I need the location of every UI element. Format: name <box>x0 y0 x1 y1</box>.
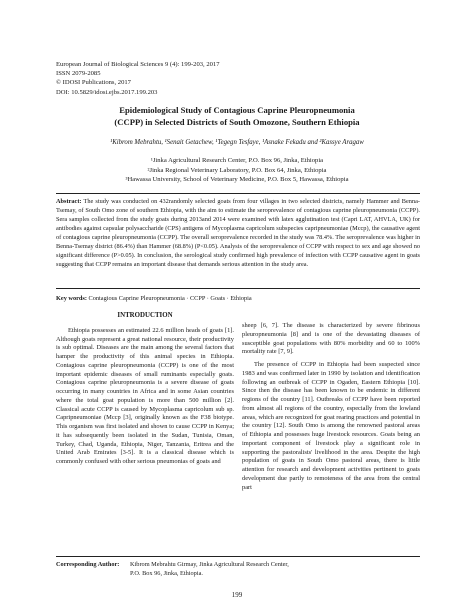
abstract-bottom-rule <box>56 288 420 289</box>
journal-info <box>56 60 220 97</box>
journal-doi[interactable]: DOI: 10.5829/idosi.ejbs.2017.199.203 <box>56 88 158 96</box>
page-number: 199 <box>231 591 243 599</box>
keywords <box>56 294 420 303</box>
author-list: ¹Kibrom Mebrahtu, ¹Senait Getachew, ¹Tegegn Tesfaye, ¹Asnake Fekadu and ²Kassye Aragaw <box>110 139 364 146</box>
keywords-text: Contagious Caprine Pleuropneumonia · CCPP · Goats · Ethiopia <box>88 295 252 302</box>
intro-paragraph-3: The presence of CCPP in Ethiopia had been suspected since 1983 and was confirmed later in 1990 by isolation and identification following an outbreak of CCPP in Ogaden, Eastern Ethiopia [10]. Since then the disease has been known to be endemic in different regions of the country [11]. Outbreaks of CCPP have been reported from almost all regions of the country, especially from the lowland areas, which are recognized for goat rearing practices and potential in the country [12]. South Omo is among the renowned pastoral areas of Ethiopia and possesses huge livestock resources. Goats being an important component of livestock play a significant role in supporting the pastoralists' livelihood in the area. Despite the high population of goats in South Omo pastoral areas, there is little attention for research and development activities pertinent to goats development due partly to remoteness of the area from the central part <box>242 361 420 491</box>
journal-copyright: © IDOSI Publications, 2017 <box>56 79 131 87</box>
abstract <box>56 198 420 270</box>
corresponding-author-details <box>130 561 410 578</box>
affiliations <box>50 156 424 185</box>
left-column <box>56 312 234 471</box>
journal-citation: European Journal of Biological Sciences 9 (4): 199-203, 2017 <box>56 61 220 68</box>
title-line-1: Epidemiological Study of Contagious Caprine Pleuropneumonia <box>119 105 355 115</box>
corresponding-author-label: Corresponding Author: <box>56 561 120 568</box>
affiliation-2: ²Jinka Regional Veterinary Laboratory, P.O. Box 64, Jinka, Ethiopia <box>147 166 327 174</box>
right-column <box>242 322 420 496</box>
abstract-top-rule <box>56 193 420 194</box>
affiliation-1: ¹Jinka Agricultural Research Center, P.O. Box 96, Jinka, Ethiopia <box>150 157 324 164</box>
intro-paragraph-2: sheep [6, 7]. The disease is characterized by severe fibrinous pleuropneumonia [8] and is one of the devastating diseases of susceptible goat populations with 80% morbidity and 60 to 100% mortality rate [7, 9]. <box>242 322 420 356</box>
paper-title <box>50 104 424 128</box>
abstract-label: Abstract: <box>56 198 82 205</box>
title-line-2: (CCPP) in Selected Districts of South Omozone, Southern Ethiopia <box>114 117 360 127</box>
abstract-text: The study was conducted on 432randomly selected goats from four villages in two selected districts, namely Hammer and Benna-Tsemay, of South Omo zone of southern Ethiopia, with the aim to estimate the seroprevalence of contagious caprine pleuropneumonia (CCPP). Sera samples collected from the study goats during 2013and 2014 were examined with latex agglutination test (Capri LAT, AHVLA, UK) for antibodies against capsular polysaccharide (CPS) antigens of Mycoplasma capricolum subspecies capripneumoniae (Mccp), the causative agent of contagious caprine pleuropneumonia (CCPP). The overall seroprevalence recorded in the study was 78.4%. The seroprevalence was higher in Benna-Tsemay district (86.4%) than Hammer (68.8%) (P<0.05). Analysis of the seroprevalence of CCPP with respect to sex and age showed no significant difference (P>0.05). In conclusion, the serological study confirmed high prevalence of infection with CCPP causative agent in goats suggesting that CCPP remains an important disease that demands serious attention in the study area. <box>56 198 420 268</box>
journal-issn: ISSN 2079-2085 <box>56 70 101 78</box>
intro-paragraph-1: Ethiopia possesses an estimated 22.6 million heads of goats [1]. Although goats represent a great national resource, their productivity is sub optimal. Diseases are the main among the several factors that hamper the productivity of this animal species in Ethiopia. Contagious caprine pleuropneumonia (CCPP) is one of the most important epidemic diseases of small ruminants especially goats. Contagious caprine pleuropneumonia is a severe disease of goats occurring in many countries in Africa and in some Asian countries where the total goat population is more than 500 million [2]. Classical acute CCPP is caused by Mycoplasma capricolum sub sp. Capripneumoniae (Mccp [3], originally known as the F38 biotype. This organism was first isolated and shown to cause CCPP in Kenya; it has subsequently been isolated in the Sudan, Tunisia, Oman, Turkey, Chad, Uganda, Ethiopia, Niger, Tanzania, Eritrea and the United Arab Emirates [3-5]. It is a classical disease which is commonly confused with other serious pneumonias of goats and <box>56 326 234 465</box>
corresponding-author <box>56 561 420 578</box>
corresponding-author-line-2: P.O. Box 96, Jinka, Ethiopia. <box>130 569 203 577</box>
footnote-rule <box>56 556 420 557</box>
keywords-label: Key words: <box>56 295 87 302</box>
introduction-heading: INTRODUCTION <box>117 312 173 319</box>
corresponding-author-line-1: Kibrom Mebrahtu Girmay, Jinka Agricultural Research Center, <box>130 561 289 568</box>
affiliation-3: ³Hawassa University, School of Veterinary Medicine, P.O. Box 5, Hawassa, Ethiopia <box>125 176 349 184</box>
